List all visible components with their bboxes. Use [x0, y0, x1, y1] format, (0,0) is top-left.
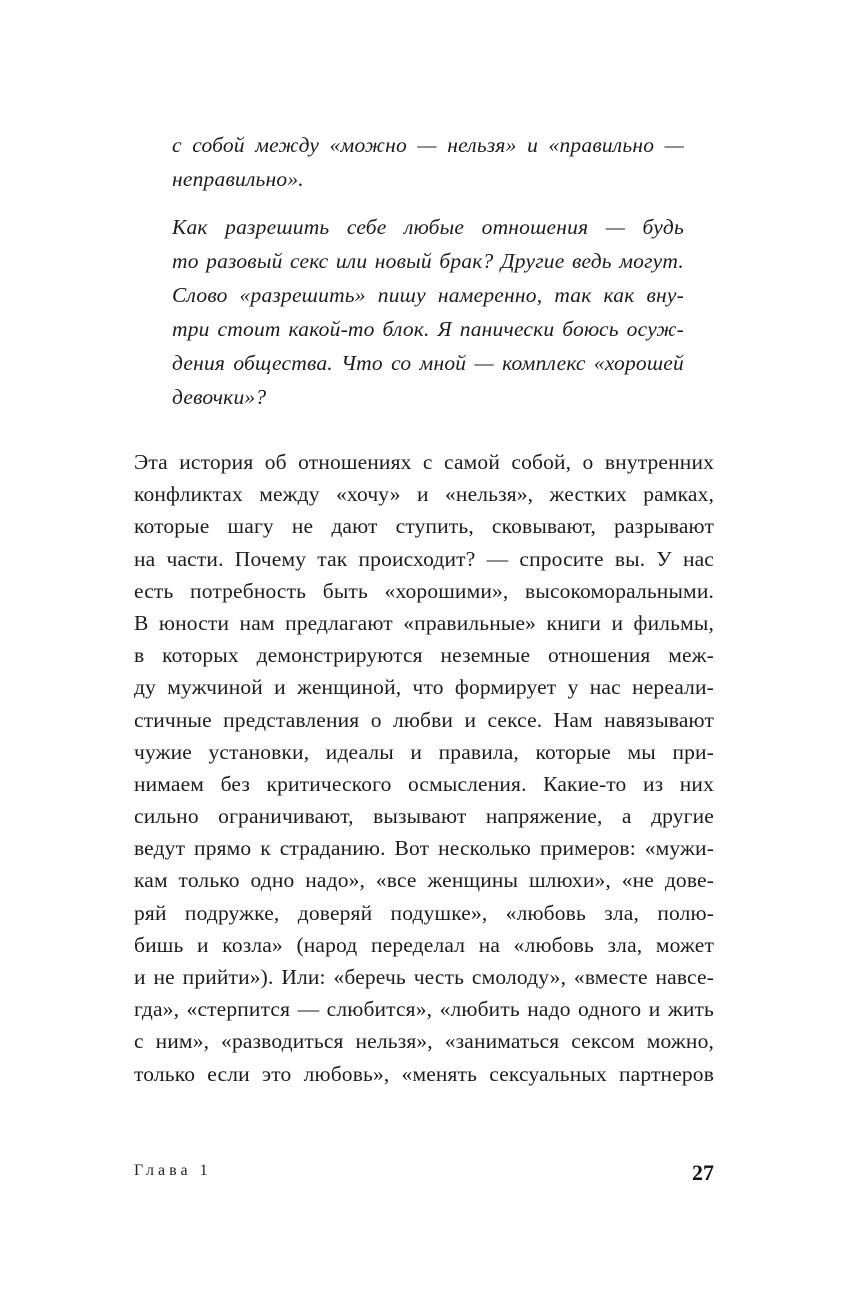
quote-line: неправильно». [172, 167, 304, 191]
body-line: которые шагу не дают ступить, сковывают, разрывают [134, 514, 714, 539]
body-line: и не прийти»). Или: «беречь честь смолоду», «вместе навсе- [134, 965, 714, 989]
quote-paragraph [172, 128, 684, 196]
quote-line: дения общества. Что со мной — комплекс «хорошей [172, 351, 684, 375]
chapter-label: Глава 1 [134, 1162, 212, 1179]
body-line: В юности нам предлагают «правильные» книги и фильмы, [134, 610, 714, 635]
body-line: в которых демонстрируются неземные отношения меж- [134, 643, 714, 668]
body-line: есть потребность быть «хорошими», высокоморальными. [134, 578, 714, 603]
quote-line: девочки»? [172, 385, 267, 409]
page-footer [134, 1160, 714, 1190]
body-line: нимаем без критического осмысления. Какие-то из них [134, 771, 714, 796]
quote-line: с собой между «можно — нельзя» и «правильно — [172, 133, 684, 157]
page-number: 27 [692, 1160, 714, 1185]
body-line: на части. Почему так происходит? — спросите вы. У нас [134, 546, 714, 571]
body-line: гда», «стерпится — слюбится», «любить надо одного и жить [134, 997, 714, 1022]
quote-line: Слово «разрешить» пишу намеренно, так как вну- [172, 283, 684, 307]
body-line: кам только одно надо», «все женщины шлюхи», «не дове- [134, 868, 714, 893]
body-line: с ним», «разводиться нельзя», «заниматься сексом можно, [134, 1029, 714, 1054]
body-paragraph [134, 446, 714, 1090]
body-line: сильно ограничивают, вызывают напряжение, а другие [134, 804, 714, 829]
quote-line: три стоит какой-то блок. Я панически боюсь осуж- [172, 317, 684, 341]
body-line: чужие установки, идеалы и правила, которые мы при- [134, 739, 714, 764]
body-line: бишь и козла» (народ переделал на «любовь зла, может [134, 932, 714, 957]
quote-line: то разовый секс или новый брак? Другие ведь могут. [172, 249, 684, 273]
italic-quote-block [172, 128, 684, 414]
body-line: ду мужчиной и женщиной, что формирует у нас нереали- [134, 675, 714, 700]
body-line: ряй подружке, доверяй подушке», «любовь зла, полю- [134, 900, 714, 925]
body-line: конфликтах между «хочу» и «нельзя», жестких рамках, [134, 482, 714, 507]
body-line: Эта история об отношениях с самой собой, о внутренних [134, 450, 714, 474]
body-line: только если это любовь», «менять сексуальных партнеров [134, 1061, 714, 1086]
body-line: стичные представления о любви и сексе. Нам навязывают [134, 707, 714, 732]
body-line: ведут прямо к страданию. Вот несколько примеров: «мужи- [134, 836, 714, 861]
quote-line: Как разрешить себе любые отношения — будь [172, 215, 684, 239]
quote-paragraph [172, 210, 684, 414]
